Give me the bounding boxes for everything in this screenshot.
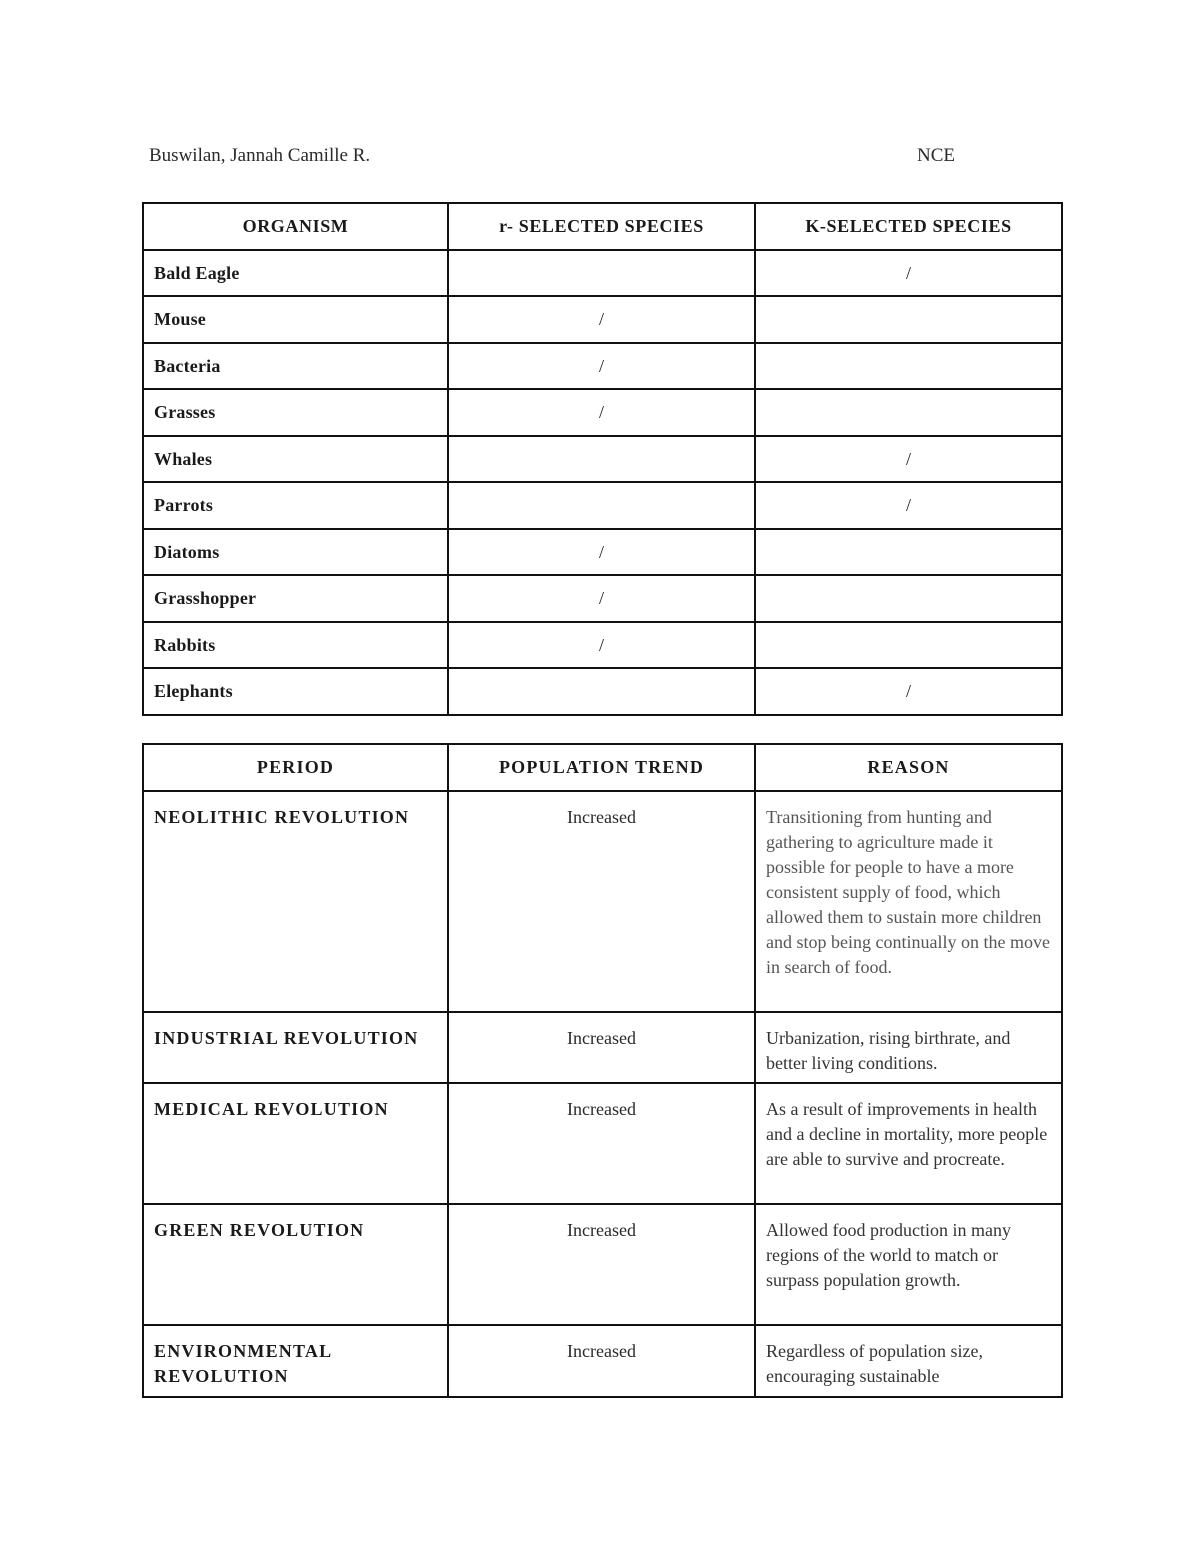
table-row xyxy=(143,436,1062,483)
organism-cell: Grasshopper xyxy=(143,575,448,622)
r-selected-cell: / xyxy=(448,296,755,343)
table-row xyxy=(143,575,1062,622)
k-selected-cell xyxy=(755,575,1062,622)
r-selected-cell xyxy=(448,436,755,483)
reason-cell: As a result of improvements in health and a decline in mortality, more people are able to survive and procreate. xyxy=(755,1083,1062,1204)
table-row xyxy=(143,1204,1062,1325)
period-cell: MEDICAL REVOLUTION xyxy=(143,1083,448,1204)
organism-cell: Mouse xyxy=(143,296,448,343)
period-cell: INDUSTRIAL REVOLUTION xyxy=(143,1012,448,1083)
table-row xyxy=(143,1012,1062,1083)
r-selected-cell xyxy=(448,482,755,529)
table-row xyxy=(143,1325,1062,1397)
population-period-table xyxy=(142,743,1063,1398)
column-header-reason: REASON xyxy=(755,744,1062,791)
student-name: Buswilan, Jannah Camille R. xyxy=(149,145,371,166)
table-row xyxy=(143,250,1062,297)
reason-cell: Transitioning from hunting and gathering to agriculture made it possible for people to have a more consistent supply of food, which allowed them to sustain more children and stop being continually on the move in search of food. xyxy=(755,791,1062,1012)
course-label: NCE xyxy=(917,145,955,166)
r-selected-cell xyxy=(448,250,755,297)
table-row xyxy=(143,482,1062,529)
period-cell: ENVIRONMENTAL REVOLUTION xyxy=(143,1325,448,1397)
r-selected-cell: / xyxy=(448,622,755,669)
species-selection-table xyxy=(142,202,1063,716)
table-row xyxy=(143,343,1062,390)
organism-cell: Rabbits xyxy=(143,622,448,669)
r-selected-cell: / xyxy=(448,389,755,436)
trend-cell: Increased xyxy=(448,1083,755,1204)
table-row xyxy=(143,389,1062,436)
trend-cell: Increased xyxy=(448,1325,755,1397)
table-row xyxy=(143,668,1062,715)
k-selected-cell xyxy=(755,622,1062,669)
r-selected-cell: / xyxy=(448,575,755,622)
period-cell: GREEN REVOLUTION xyxy=(143,1204,448,1325)
k-selected-cell: / xyxy=(755,436,1062,483)
k-selected-cell: / xyxy=(755,250,1062,297)
k-selected-cell: / xyxy=(755,482,1062,529)
table-header-row xyxy=(143,203,1062,250)
column-header-period: PERIOD xyxy=(143,744,448,791)
k-selected-cell: / xyxy=(755,668,1062,715)
organism-cell: Bald Eagle xyxy=(143,250,448,297)
r-selected-cell xyxy=(448,668,755,715)
column-header-population-trend: POPULATION TREND xyxy=(448,744,755,791)
trend-cell: Increased xyxy=(448,1204,755,1325)
reason-cell: Allowed food production in many regions of the world to match or surpass population growth. xyxy=(755,1204,1062,1325)
table-row xyxy=(143,622,1062,669)
period-cell: NEOLITHIC REVOLUTION xyxy=(143,791,448,1012)
reason-cell: Regardless of population size, encouraging sustainable xyxy=(755,1325,1062,1397)
trend-cell: Increased xyxy=(448,1012,755,1083)
r-selected-cell: / xyxy=(448,529,755,576)
organism-cell: Bacteria xyxy=(143,343,448,390)
k-selected-cell xyxy=(755,343,1062,390)
column-header-organism: ORGANISM xyxy=(143,203,448,250)
column-header-r-selected: r- SELECTED SPECIES xyxy=(448,203,755,250)
organism-cell: Parrots xyxy=(143,482,448,529)
table-row xyxy=(143,529,1062,576)
k-selected-cell xyxy=(755,529,1062,576)
trend-cell: Increased xyxy=(448,791,755,1012)
table-row xyxy=(143,296,1062,343)
k-selected-cell xyxy=(755,296,1062,343)
r-selected-cell: / xyxy=(448,343,755,390)
reason-cell: Urbanization, rising birthrate, and better living conditions. xyxy=(755,1012,1062,1083)
organism-cell: Elephants xyxy=(143,668,448,715)
table-row xyxy=(143,1083,1062,1204)
organism-cell: Whales xyxy=(143,436,448,483)
k-selected-cell xyxy=(755,389,1062,436)
organism-cell: Diatoms xyxy=(143,529,448,576)
column-header-k-selected: K-SELECTED SPECIES xyxy=(755,203,1062,250)
table-header-row xyxy=(143,744,1062,791)
table-row xyxy=(143,791,1062,1012)
organism-cell: Grasses xyxy=(143,389,448,436)
